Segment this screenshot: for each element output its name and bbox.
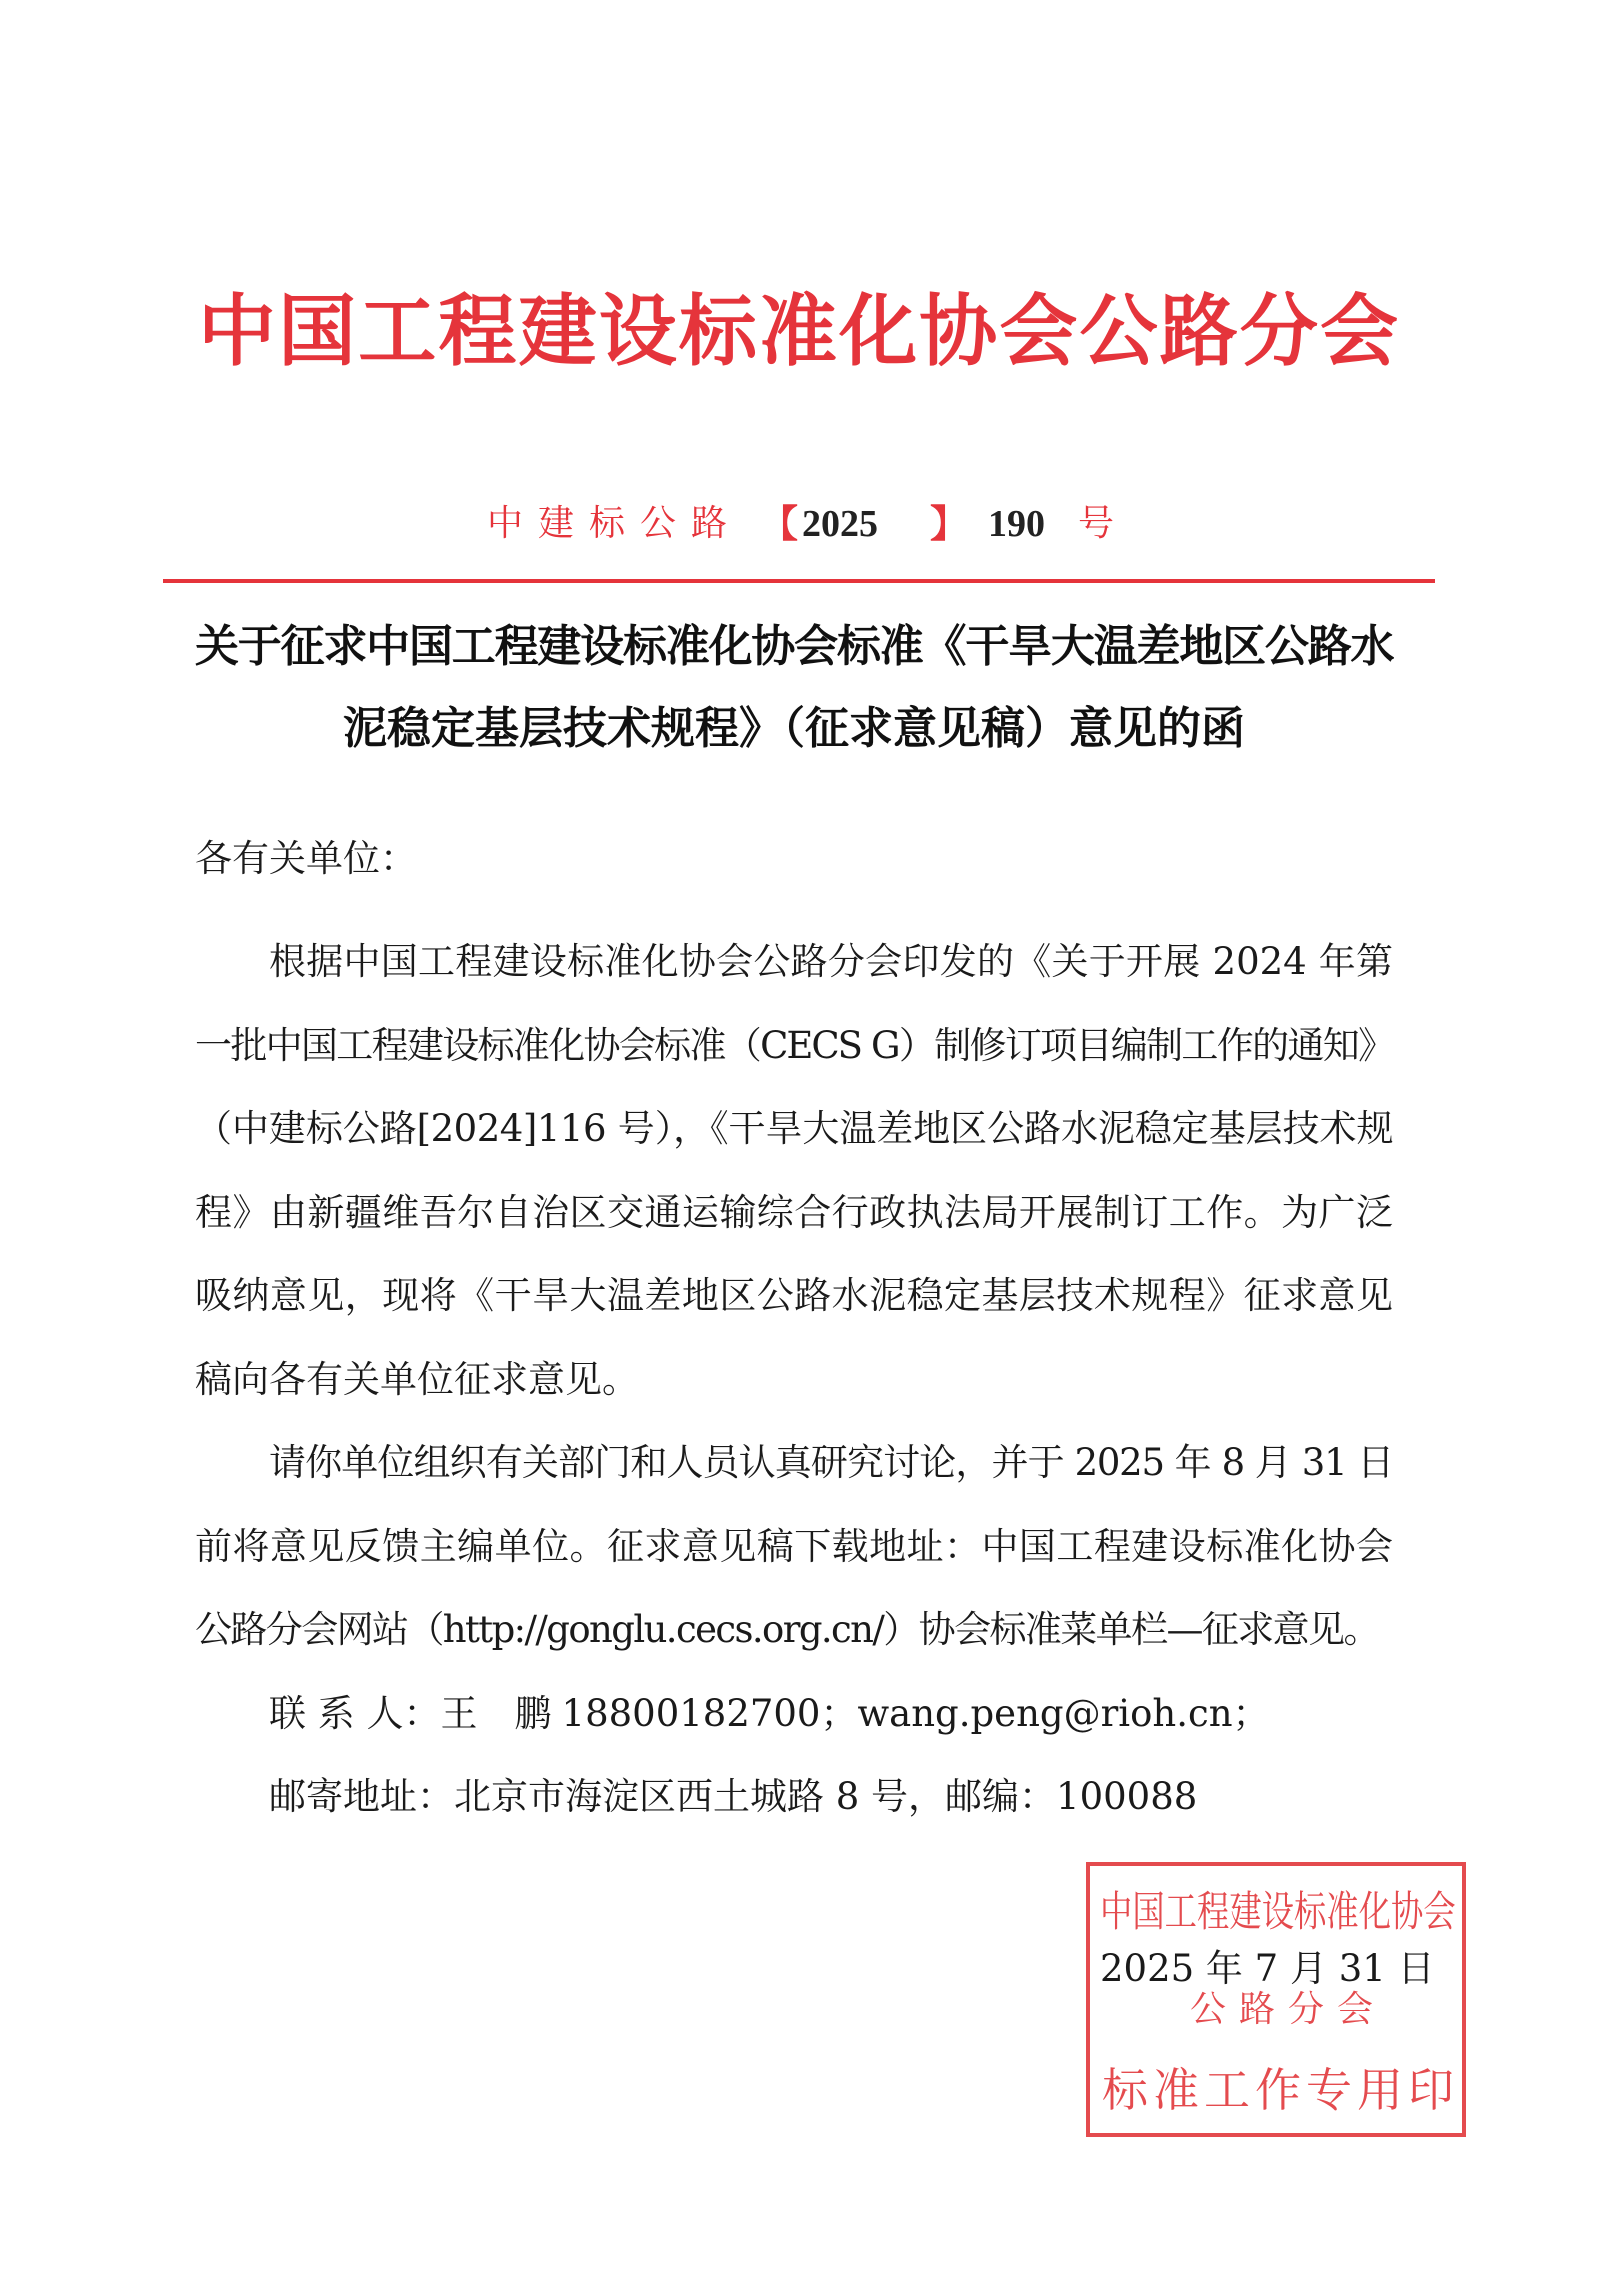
contact-name: 王 鹏 [440, 1691, 552, 1735]
contact-label: 联 系 人： [269, 1691, 441, 1735]
document-number-bracket-close: 】 [930, 501, 969, 546]
signature-date: 2025 年 7 月 31 日 [1100, 1947, 1435, 1990]
letterhead-divider [163, 579, 1435, 583]
address-label: 邮寄地址： [269, 1775, 454, 1818]
paragraph-1-line: 根据中国工程建设标准化协会公路分会印发的《关于开展 2024 年第 [269, 940, 1393, 983]
paragraph-2-line: 公路分会网站（http://gonglu.cecs.org.cn/）协会标准菜单栏—征求意见。 [195, 1608, 1379, 1651]
contact-email: wang.peng@rioh.cn； [857, 1691, 1270, 1735]
document-number-year: 2025 [802, 503, 878, 545]
document-number-prefix: 中建标公路 [487, 503, 743, 544]
stamp-org-name: 中国工程建设标准化协会 [1100, 1887, 1456, 1936]
salutation: 各有关单位： [195, 837, 417, 880]
paragraph-1-line: （中建标公路[2024]116 号），《干旱大温差地区公路水泥稳定基层技术规 [195, 1107, 1393, 1150]
paragraph-1-line: 程》由新疆维吾尔自治区交通运输综合行政执法局开展制订工作。为广泛 [195, 1190, 1393, 1234]
paragraph-2-line: 请你单位组织有关部门和人员认真研究讨论，并于 2025 年 8 月 31 日 [269, 1441, 1393, 1484]
title-line: 泥稳定基层技术规程》（征求意见稿）意见的函 [343, 703, 1245, 754]
paragraph-1-line: 稿向各有关单位征求意见。 [195, 1357, 639, 1401]
stamp-purpose: 标准工作专用印 [1102, 2063, 1459, 2117]
document-number-suffix: 号 [1078, 503, 1115, 544]
official-seal-stamp [1086, 1862, 1466, 2137]
contact-line [195, 1672, 1393, 1756]
document-title [195, 606, 1393, 770]
paragraph-2-line: 前将意见反馈主编单位。征求意见稿下载地址：中国工程建设标准化协会 [195, 1524, 1393, 1568]
title-line: 关于征求中国工程建设标准化协会标准《干旱大温差地区公路水 [195, 621, 1393, 672]
document-number [0, 500, 1610, 548]
address-value: 北京市海淀区西土城路 8 号，邮编：100088 [454, 1775, 1198, 1818]
document-body [195, 920, 1393, 1839]
document-number-value: 190 [988, 503, 1045, 545]
paragraph-1-line: 吸纳意见，现将《干旱大温差地区公路水泥稳定基层技术规程》征求意见 [195, 1274, 1393, 1317]
contact-phone: 18800182700； [561, 1691, 858, 1735]
stamp-branch-name: 公路分会 [1190, 1989, 1387, 2030]
letterhead-title: 中国工程建设标准化协会公路分会 [198, 287, 1398, 377]
document-number-bracket-open: 【 [760, 501, 799, 546]
paragraph-1-line: 一批中国工程建设标准化协会标准（CECS G）制修订项目编制工作的通知》 [195, 1023, 1393, 1067]
address-line [195, 1755, 1393, 1839]
